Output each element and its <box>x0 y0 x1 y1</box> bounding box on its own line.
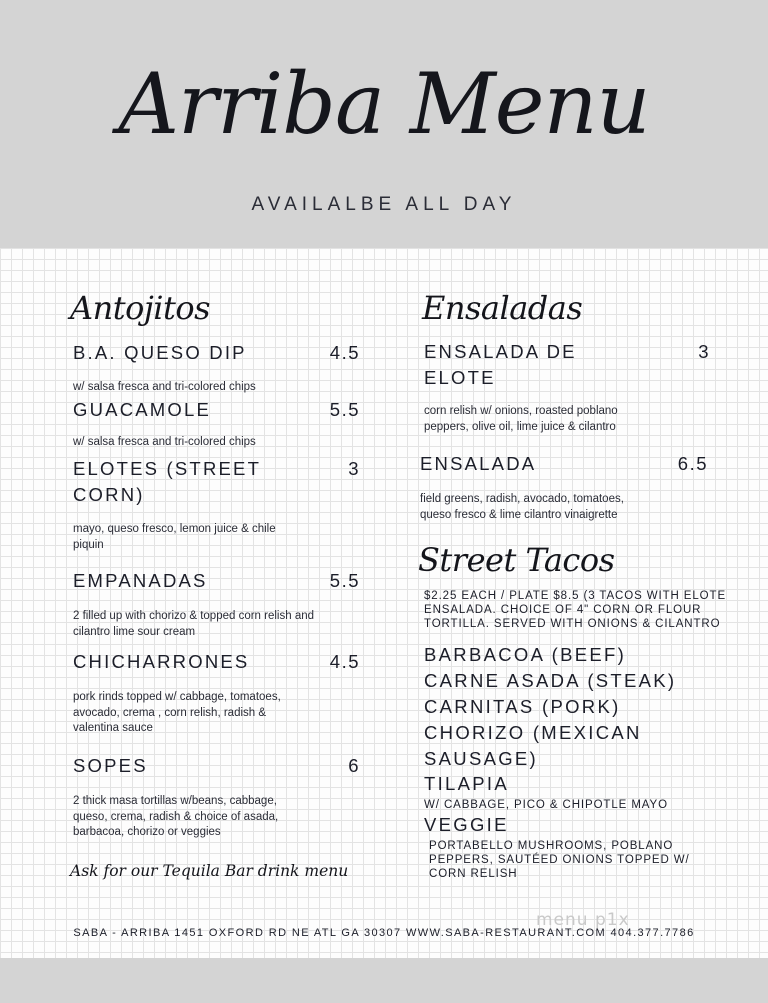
menupix-watermark: menu p1x <box>536 910 630 930</box>
menu-title: Arriba Menu <box>118 55 650 153</box>
item-description: pork rinds topped w/ cabbage, tomatoes, avocado, crema , corn relish, radish & valentina sauce <box>73 691 281 734</box>
taco-item: BARBACOA (BEEF) <box>424 644 627 665</box>
item-description: 2 filled up with chorizo & topped corn relish and cilantro lime sour cream <box>73 610 315 638</box>
item-description: 2 thick masa tortillas w/beans, cabbage, queso, crema, radish & choice of asada, barbacoa, chorizo or veggies <box>73 795 279 838</box>
item-price: 3 <box>698 341 710 362</box>
header-band <box>0 0 768 248</box>
footer-band <box>0 958 768 1003</box>
taco-item: CARNITAS (PORK) <box>424 696 621 717</box>
item-description: w/ salsa fresca and tri-colored chips <box>73 436 256 448</box>
tequila-bar-note: Ask for our Tequila Bar drink menu <box>70 862 349 880</box>
item-price: 6 <box>348 755 360 776</box>
item-price: 5.5 <box>329 570 360 591</box>
menu-subtitle: AVAILALBE ALL DAY <box>251 194 517 215</box>
taco-item: CHORIZO (MEXICAN SAUSAGE) <box>424 722 642 769</box>
item-description: w/ salsa fresca and tri-colored chips <box>73 381 256 393</box>
antojitos-heading: Antojitos <box>70 289 211 327</box>
item-price: 3 <box>348 458 360 479</box>
item-name: CHICHARRONES <box>73 651 250 672</box>
street-tacos-description: $2.25 EACH / PLATE $8.5 (3 TACOS WITH ELOTE ENSALADA. CHOICE OF 4" CORN OR FLOUR TORTILLA. SERVED WITH ONIONS & CILANTRO <box>424 590 727 630</box>
tilapia-description: W/ CABBAGE, PICO & CHIPOTLE MAYO <box>424 799 668 811</box>
footer-address: SABA - ARRIBA 1451 OXFORD RD NE ATL GA 30307 WWW.SABA-RESTAURANT.COM 404.377.7786 <box>73 927 695 939</box>
street-tacos-heading: Street Tacos <box>418 541 615 579</box>
ensaladas-heading: Ensaladas <box>422 289 583 327</box>
item-description: mayo, queso fresco, lemon juice & chile piquin <box>73 523 276 551</box>
item-name: ELOTES (STREET CORN) <box>73 458 261 505</box>
item-description: corn relish w/ onions, roasted poblano peppers, olive oil, lime juice & cilantro <box>424 405 618 433</box>
item-price: 5.5 <box>329 399 360 420</box>
item-name: B.A. QUESO DIP <box>73 342 247 363</box>
veggie-description: PORTABELLO MUSHROOMS, POBLANO PEPPERS, SAUTÉED ONIONS TOPPED W/ CORN RELISH <box>429 840 690 880</box>
item-description: field greens, radish, avocado, tomatoes, queso fresco & lime cilantro vinaigrette <box>420 493 624 521</box>
item-price: 4.5 <box>329 651 360 672</box>
item-name: GUACAMOLE <box>73 399 212 420</box>
item-name: ENSALADA DE ELOTE <box>424 341 577 388</box>
item-name: ENSALADA <box>420 453 537 474</box>
taco-item: CARNE ASADA (STEAK) <box>424 670 677 691</box>
item-price: 6.5 <box>677 453 708 474</box>
taco-item: VEGGIE <box>424 814 509 835</box>
item-price: 4.5 <box>329 342 360 363</box>
item-name: SOPES <box>73 755 148 776</box>
item-name: EMPANADAS <box>73 570 208 591</box>
taco-item: TILAPIA <box>424 773 509 794</box>
